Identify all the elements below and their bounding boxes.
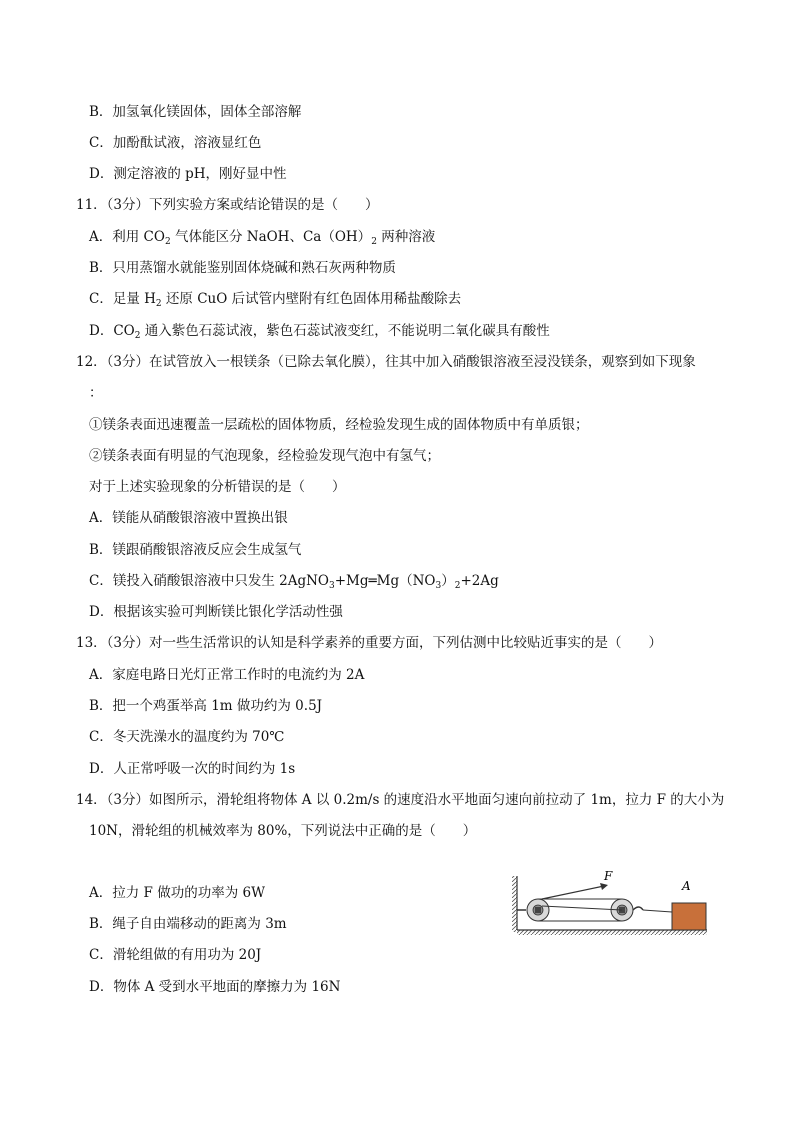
block-a bbox=[672, 903, 706, 930]
pull-force-arrow bbox=[542, 883, 608, 899]
question-13-option-a: A．家庭电路日光灯正常工作时的电流约为 2A bbox=[89, 667, 365, 683]
question-12-stem-tail: ： bbox=[89, 385, 103, 401]
fixed-pulley bbox=[517, 899, 549, 921]
question-13-option-d: D．人正常呼吸一次的时间约为 1s bbox=[89, 761, 296, 777]
question-12-option-a: A．镁能从硝酸银溶液中置换出银 bbox=[89, 510, 288, 526]
question-11-option-a: A．利用 $CO_2$ 气体能区分 NaOH、$Ca(OH)_2$ 两种溶液 bbox=[89, 229, 436, 247]
question-14-option-c: C．滑轮组做的有用功为 20J bbox=[89, 947, 262, 963]
question-11-option-d: D．$CO_2$ 通入紫色石蕊试液，紫色石蕊试液变红，不能说明二氧化碳具有酸性 bbox=[89, 323, 550, 341]
question-12-observation-2: ②镁条表面有明显的气泡现象，经检验发现气泡中有氢气； bbox=[89, 448, 440, 464]
question-14-stem-line-1: 14．（3分）如图所示，滑轮组将物体 A 以 0.2m/s 的速度沿水平地面匀速向前拉动了 1m，拉力 F 的大小为 bbox=[76, 792, 725, 808]
question-14-option-a: A．拉力 F 做功的功率为 6W bbox=[89, 885, 265, 901]
question-14-stem-line-2: 10N，滑轮组的机械效率为 80%，下列说法中正确的是（ ） bbox=[89, 823, 477, 839]
option-d-prev: D．测定溶液的 pH，刚好显中性 bbox=[89, 166, 287, 182]
question-13-stem: 13．（3分）对一些生活常识的认知是科学素养的重要方面，下列估测中比较贴近事实的是（ ） bbox=[76, 635, 663, 651]
question-13-option-c: C．冬天洗澡水的温度约为 70℃ bbox=[89, 729, 285, 745]
option-c-prev: C．加酚酞试液，溶液显红色 bbox=[89, 135, 262, 151]
question-12-option-b: B．镁跟硝酸银溶液反应会生成氢气 bbox=[89, 542, 302, 558]
pulley-system-figure bbox=[512, 866, 712, 938]
question-13-option-b: B．把一个鸡蛋举高 1m 做功约为 0.5J bbox=[89, 698, 323, 714]
question-11-stem: 11．（3分）下列实验方案或结论错误的是（ ） bbox=[76, 197, 379, 213]
question-12-observation-1: ①镁条表面迅速覆盖一层疏松的固体物质，经检验发现生成的固体物质中有单质银； bbox=[89, 417, 589, 433]
question-12-ask: 对于上述实验现象的分析错误的是（ ） bbox=[89, 479, 346, 495]
question-14-option-b: B．绳子自由端移动的距离为 3m bbox=[89, 916, 287, 932]
ground bbox=[517, 930, 707, 935]
wall bbox=[512, 876, 517, 932]
rope bbox=[538, 899, 672, 921]
question-11-option-b: B．只用蒸馏水就能鉴别固体烧碱和熟石灰两种物质 bbox=[89, 260, 396, 276]
question-12-option-d: D．根据该实验可判断镁比银化学活动性强 bbox=[89, 604, 343, 620]
question-14-option-d: D．物体 A 受到水平地面的摩擦力为 16N bbox=[89, 979, 341, 995]
question-11-option-c: C．足量 $H_2$ 还原 CuO 后试管内壁附有红色固体用稀盐酸除去 bbox=[89, 291, 462, 309]
object-label: A bbox=[682, 879, 691, 893]
question-12-stem: 12．（3分）在试管放入一根镁条（已除去氧化膜），往其中加入硝酸银溶液至浸没镁条，观察到如下现象 bbox=[76, 354, 696, 370]
force-label: F bbox=[604, 869, 613, 883]
option-b-prev: B．加氢氧化镁固体，固体全部溶解 bbox=[89, 104, 302, 120]
question-12-option-c: C．镁投入硝酸银溶液中只发生 $2AgNO_3+Mg═Mg(NO_3)_2+2Ag$ bbox=[89, 573, 499, 591]
